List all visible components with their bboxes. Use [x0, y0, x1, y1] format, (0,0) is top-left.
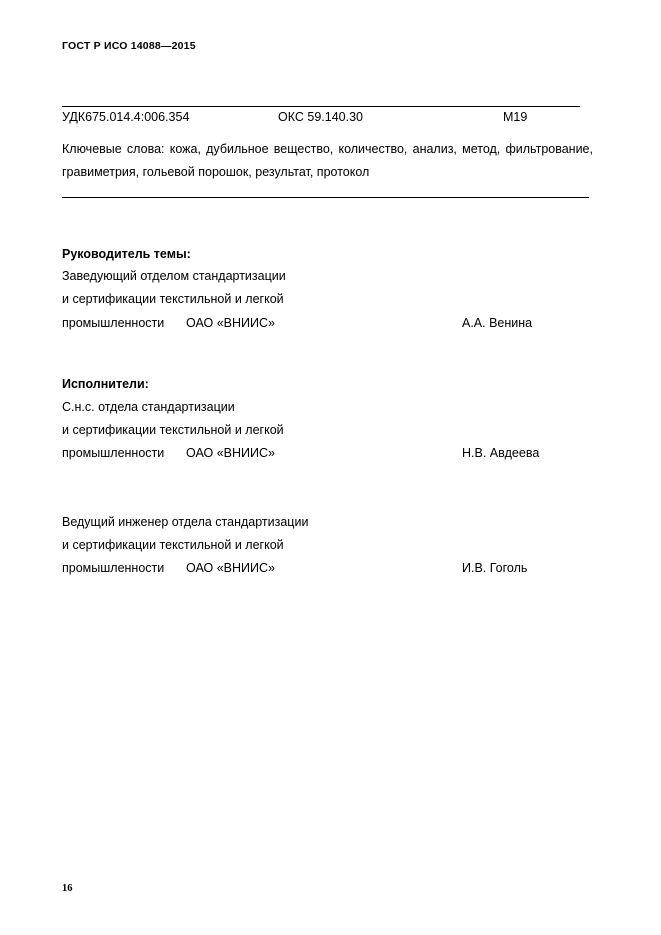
leader-position-line1: Заведующий отделом стандартизации: [62, 269, 286, 283]
executor1-position-line1: С.н.с. отдела стандартизации: [62, 400, 235, 414]
document-header: ГОСТ Р ИСО 14088—2015: [62, 40, 196, 52]
executor2-name: И.В. Гоголь: [462, 561, 528, 575]
leader-position-line3: промышленности: [62, 316, 165, 330]
udk-code: УДК675.014.4:006.354: [62, 110, 190, 124]
keywords-paragraph: Ключевые слова: кожа, дубильное вещество, количество, анализ, метод, фильтрование, гравиметрия, гольевой порошок, результат, протокол: [62, 142, 593, 179]
leader-position-line2: и сертификации текстильной и легкой: [62, 292, 284, 306]
page-number: 16: [62, 883, 73, 894]
executor1-position-line2: и сертификации текстильной и легкой: [62, 423, 284, 437]
leader-organization: ОАО «ВНИИС»: [186, 316, 275, 330]
executor2-position-line2: и сертификации текстильной и легкой: [62, 538, 284, 552]
oks-code: ОКС 59.140.30: [278, 110, 363, 124]
executor2-position-line1: Ведущий инженер отдела стандартизации: [62, 515, 309, 529]
executor1-position-line3: промышленности: [62, 446, 165, 460]
group-code: М19: [503, 110, 528, 124]
leader-heading: Руководитель темы:: [62, 247, 191, 261]
executor2-position-line3: промышленности: [62, 561, 165, 575]
keywords-rule: [62, 197, 589, 198]
executor1-organization: ОАО «ВНИИС»: [186, 446, 275, 460]
executor1-name: Н.В. Авдеева: [462, 446, 540, 460]
executor2-organization: ОАО «ВНИИС»: [186, 561, 275, 575]
leader-name: А.А. Венина: [462, 316, 533, 330]
executors-heading: Исполнители:: [62, 377, 149, 391]
top-rule: [62, 106, 580, 107]
